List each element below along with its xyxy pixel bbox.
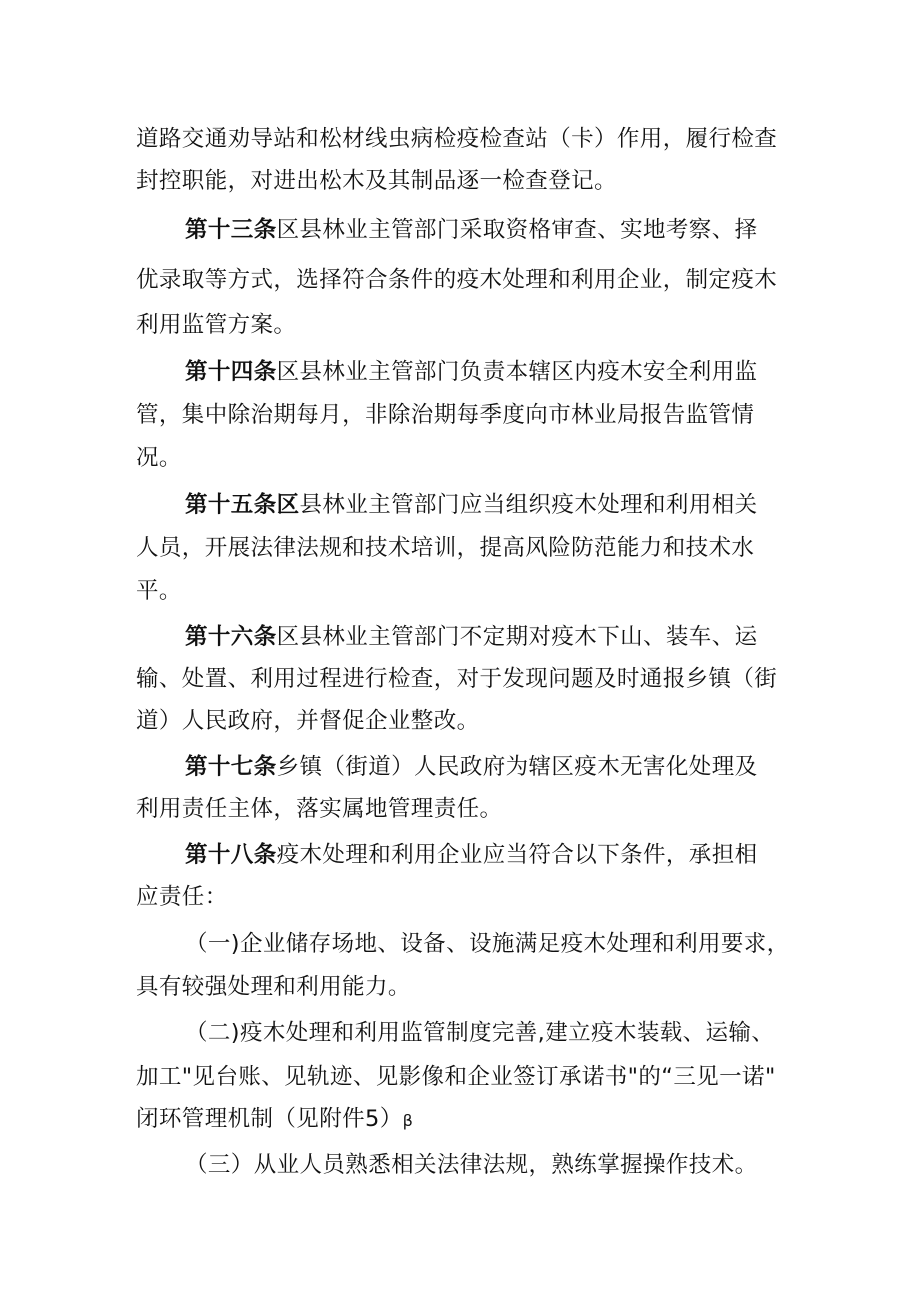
paragraph-line: 平。 (136, 578, 182, 604)
article-18: 第十八条疫木处理和利用企业应当符合以下条件，承担相 (185, 842, 758, 868)
trailing-mark: β (402, 1111, 414, 1130)
paragraph-line: 应责任： (136, 884, 228, 910)
paragraph-line: 况。 (136, 445, 182, 471)
paragraph-line: 输、处置、利用过程进行检查，对于发现问题及时通报乡镇（街 (136, 666, 778, 692)
article-15: 第十五条区县林业主管部门应当组织疫木处理和利用相关 (185, 492, 758, 518)
article-13: 第十三条区县林业主管部门采取资格审查、实地考察、择 (185, 217, 758, 243)
paragraph-line: 管，集中除治期每月，非除治期每季度向市林业局报告监管情 (136, 402, 755, 428)
paragraph-line: 加工"见台账、见轨迹、见影像和企业签订承诺书"的“三见一诺" (136, 1064, 776, 1090)
article-14: 第十四条区县林业主管部门负责本辖区内疫木安全利用监 (185, 359, 758, 385)
list-item-1: （一)企业储存场地、设备、设施满足疫木处理和利用要求， (185, 931, 790, 957)
article-heading: 第十六条 (185, 624, 277, 650)
paragraph-line: 优录取等方式，选择符合条件的疫木处理和利用企业，制定疫木 (136, 267, 778, 293)
list-item-2: （二)疫木处理和利用监管制度完善,建立疫木装载、运输、 (185, 1020, 775, 1046)
article-heading: 第十七条 (185, 754, 277, 780)
article-16: 第十六条区县林业主管部门不定期对疫木下山、装车、运 (185, 624, 758, 650)
article-heading: 第十四条 (185, 359, 277, 385)
paragraph-line: 利用责任主体，落实属地管理责任。 (136, 796, 503, 822)
article-17: 第十七条乡镇（街道）人民政府为辖区疫木无害化处理及 (185, 754, 758, 780)
paragraph-line: 封控职能，对进出松木及其制品逐一检查登记。 (136, 168, 617, 194)
paragraph-line: 利用监管方案。 (136, 312, 297, 338)
paragraph-line: 道路交通劝导站和松材线虫病检疫检查站（卡）作用，履行检查 (136, 126, 778, 152)
article-heading: 第十八条 (185, 842, 277, 868)
article-heading: 第十五条区 (185, 492, 300, 518)
paragraph-line: 人员，开展法律法规和技术培训，提高风险防范能力和技术水 (136, 535, 755, 561)
paragraph-line: 道）人民政府，并督促企业整改。 (136, 708, 480, 734)
article-heading: 第十三条 (185, 217, 277, 243)
paragraph-line: 具有较强处理和利用能力。 (136, 974, 411, 1000)
list-item-3: （三）从业人员熟悉相关法律法规，熟练掌握操作技术。 (185, 1152, 758, 1178)
paragraph-line: 闭环管理机制（见附件5）β (136, 1106, 414, 1132)
